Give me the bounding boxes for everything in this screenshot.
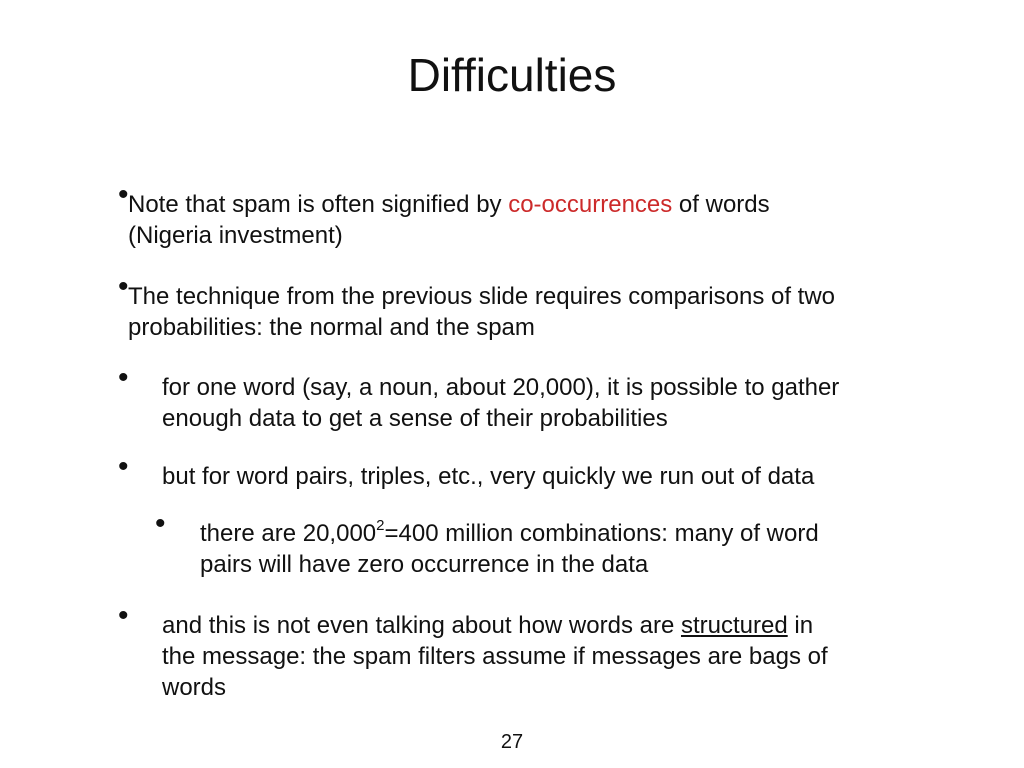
bullet-1-text [128,189,770,251]
sub-bullet-3 [118,599,998,710]
bullet-1-text-post: of words [672,191,770,218]
sub-bullet-dot: • [118,361,129,394]
sub-sub-bullet-1-text [200,518,819,580]
bullet-dot: • [118,178,129,211]
sub-bullet-3-text [162,610,828,703]
bullet-2-line-2: probabilities: the normal and the spam [128,314,535,341]
underlined-structured: structured [680,612,788,639]
sub-sub-bullet-text-pre: there are 20,000 [200,520,377,547]
sub-sub-bullet-dot: • [155,507,166,540]
sub-bullet-3-line-3: words [162,674,227,701]
slide-title: Difficulties [407,49,617,101]
sub-sub-bullet-line-2: pairs will have zero occurrence in the data [200,551,649,578]
bullet-1-line-2: (Nigeria investment) [128,222,343,249]
sub-bullet-1 [118,361,998,442]
bullet-2-line-1: The technique from the previous slide requires comparisons of two [128,283,836,310]
sub-bullet-1-line-1: for one word (say, a noun, about 20,000), it is possible to gather [162,374,840,401]
emphasis-co-occurrences: co-occurrences [508,191,673,218]
bullet-1-text-pre: Note that spam is often signified by [128,191,509,218]
sub-sub-bullet-1 [155,507,1015,588]
sub-bullet-2 [118,450,998,497]
sub-sub-bullet-text-post: =400 million combinations: many of word [384,520,819,547]
sub-bullet-2-text [162,461,814,492]
sub-bullet-3-line-2: the message: the spam filters assume if messages are bags of [162,643,828,670]
sub-bullet-3-text-post: in [787,612,814,639]
superscript-exponent: 2 [376,517,385,534]
sub-bullet-dot: • [118,599,129,632]
bullet-2-text [128,281,835,343]
sub-bullet-3-text-pre: and this is not even talking about how words are [162,612,681,639]
sub-bullet-1-text [162,372,839,434]
sub-bullet-dot: • [118,450,129,483]
sub-bullet-2-line-1: but for word pairs, triples, etc., very quickly we run out of data [162,463,815,490]
bullet-2 [118,270,998,351]
bullet-dot: • [118,270,129,303]
bullet-1 [118,178,998,259]
page-number: 27 [500,731,524,753]
sub-bullet-1-line-2: enough data to get a sense of their probabilities [162,405,668,432]
